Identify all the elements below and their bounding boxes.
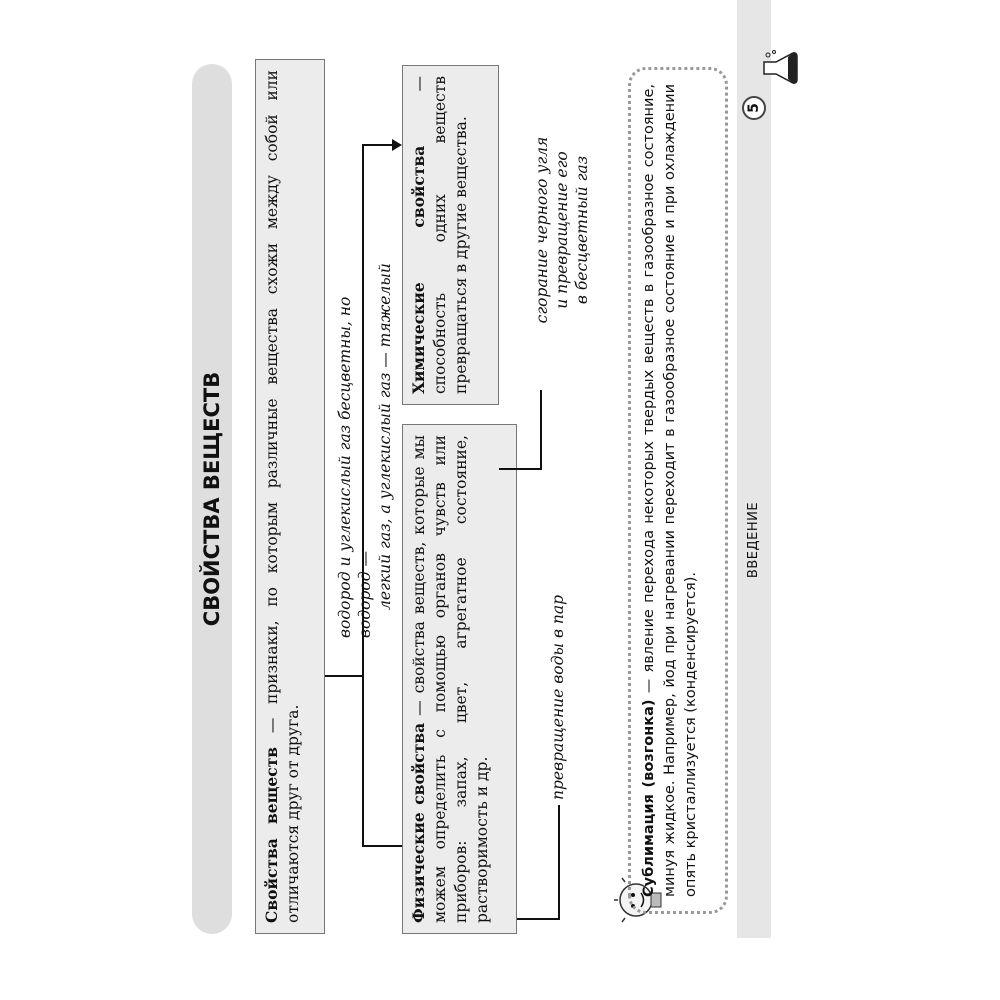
sublimation-text: — явление перехода некоторых твердых веществ в газообразное состояние, минуя жидкое. Например, йод при нагревании переходит в газообразное состояние и при охлаждении опять кристаллизуется (конденсируется). — [641, 84, 699, 897]
physical-example: превращение воды в пар — [549, 594, 567, 800]
sublimation-term: Сублимация (возгонка) — [641, 699, 657, 897]
properties-term: Свойства веществ — [262, 746, 281, 923]
connector-trunk — [325, 676, 363, 678]
chemical-example-connector-h — [540, 390, 542, 470]
page-title: СВОЙСТВА ВЕЩЕСТВ — [200, 371, 224, 627]
properties-definition-box — [255, 59, 325, 934]
footer-section-title: ВВЕДЕНИЕ — [746, 501, 761, 579]
chemical-example-line-3: в бесцветный газ — [573, 155, 591, 305]
chemical-term: Химические свойства — [409, 145, 428, 394]
chemical-example-connector-v — [499, 469, 541, 471]
properties-example — [335, 238, 395, 638]
chemical-example — [532, 75, 592, 385]
connector-left-drop — [362, 846, 402, 848]
physical-example-connector-h — [558, 805, 560, 920]
physical-term: Физические свойства — [409, 722, 428, 923]
physical-definition: — свойства веществ, которые мы можем определить с помощью органов чувств или приборов: запах, цвет, агрегатное состояние, растворимость и др. — [410, 435, 491, 923]
chemical-example-line-2: и превращение его — [553, 151, 571, 309]
flask-icon — [760, 48, 800, 88]
sublimation-info-box — [628, 67, 728, 914]
arrow-down-icon — [392, 139, 402, 151]
physical-properties-box — [402, 424, 517, 934]
properties-example-line-2: легкий газ, а углекислый газ — тяжелый — [376, 263, 394, 610]
chemical-properties-box — [402, 65, 499, 405]
chemical-example-line-1: сгорание черного угля — [533, 136, 551, 324]
properties-example-line-1: водород и углекислый газ бесцветны, но водород — — [336, 296, 374, 638]
properties-definition: — признаки, по которым различные вещества схожи между собой или отличаются друг от друга. — [263, 70, 302, 923]
chemical-definition: — способность одних веществ превращаться в другие вещества. — [410, 76, 470, 394]
physical-example-connector-v — [517, 919, 559, 921]
connector-right-drop — [362, 145, 394, 147]
page-number: 5 — [742, 96, 766, 120]
